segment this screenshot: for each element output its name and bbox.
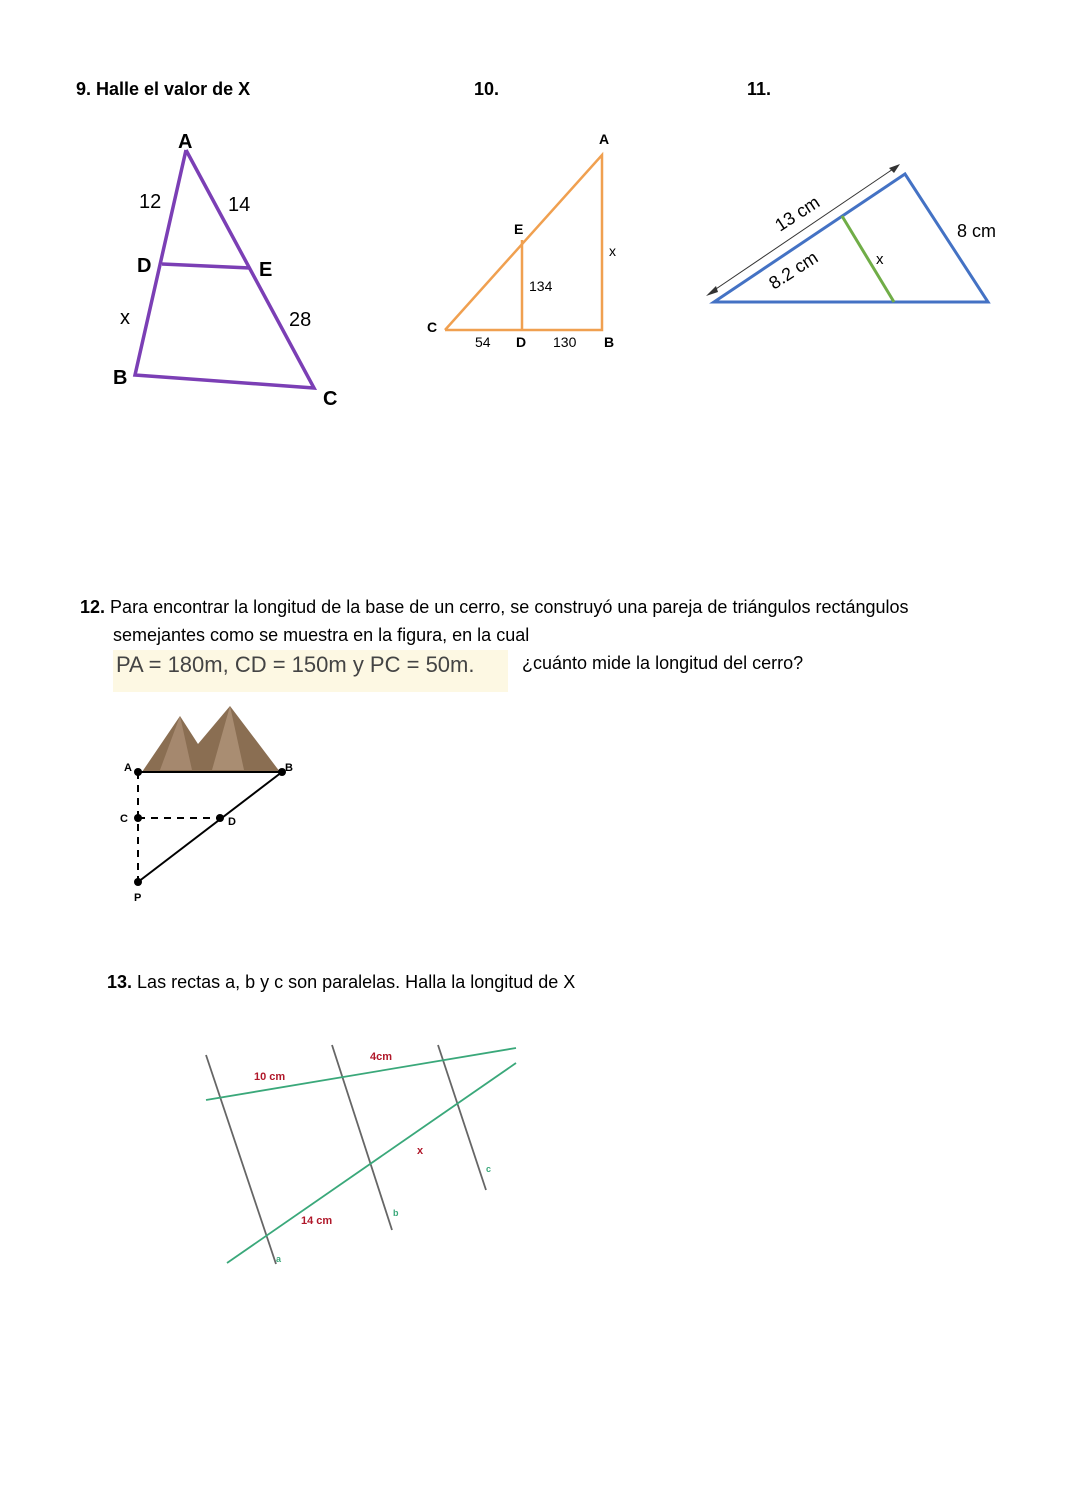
q9-AE: 14	[228, 194, 251, 216]
q9-title: 9. Halle el valor de X	[76, 79, 251, 99]
q12-number: 12.	[80, 597, 106, 617]
figure-13	[206, 1045, 516, 1264]
figure-12	[134, 706, 286, 886]
q10-D: D	[516, 334, 527, 350]
q10-E: E	[514, 221, 524, 237]
q10-CD: 54	[475, 334, 491, 350]
q11-title: 11.	[747, 79, 772, 99]
q9-AD: 12	[139, 191, 162, 213]
q12-C: C	[120, 813, 128, 825]
q9-D: D	[137, 255, 152, 277]
q13-number: 13.	[107, 972, 133, 992]
q12-question: ¿cuánto mide la longitud del cerro?	[522, 653, 804, 673]
q9-x: x	[120, 307, 130, 329]
q10-title: 10.	[474, 79, 500, 99]
q13-x: x	[417, 1145, 424, 1157]
figure-10	[445, 155, 602, 330]
q12-line1: Para encontrar la longitud de la base de un cerro, se construyó una pareja de triángulos rectángulos	[110, 597, 909, 617]
q11-side: 8 cm	[957, 221, 997, 241]
q9-EC: 28	[289, 309, 312, 331]
q13-a: a	[276, 1254, 282, 1264]
q12-B: B	[285, 762, 293, 774]
q13-c: c	[486, 1164, 492, 1174]
q10-x: x	[609, 243, 616, 259]
q12-P: P	[134, 892, 142, 904]
q13-bottom1: 14 cm	[301, 1215, 333, 1227]
q10-C: C	[427, 319, 438, 335]
q11-long: 13 cm	[771, 191, 824, 236]
q10-ED: 134	[529, 278, 553, 294]
q11-short: 8.2 cm	[765, 247, 822, 294]
q12-given: PA = 180m, CD = 150m y PC = 50m.	[116, 652, 475, 677]
q13-b: b	[393, 1208, 399, 1218]
q9-C: C	[323, 388, 338, 410]
q11-x: x	[876, 251, 884, 268]
q10-DB: 130	[553, 334, 577, 350]
q10-B: B	[604, 334, 615, 350]
q9-A: A	[178, 131, 193, 153]
q9-B: B	[113, 367, 128, 389]
q13-top2: 4cm	[370, 1051, 393, 1063]
q12-line2: semejantes como se muestra en la figura, en la cual	[113, 625, 530, 645]
figure-11	[706, 164, 988, 302]
q10-A: A	[599, 131, 610, 147]
q13-top1: 10 cm	[254, 1071, 286, 1083]
figure-9	[135, 150, 314, 388]
q12-A: A	[124, 762, 132, 774]
q9-E: E	[259, 259, 273, 281]
q13-text: Las rectas a, b y c son paralelas. Halla la longitud de X	[137, 972, 576, 992]
mountain-icon	[142, 706, 280, 772]
q12-D: D	[228, 816, 236, 828]
